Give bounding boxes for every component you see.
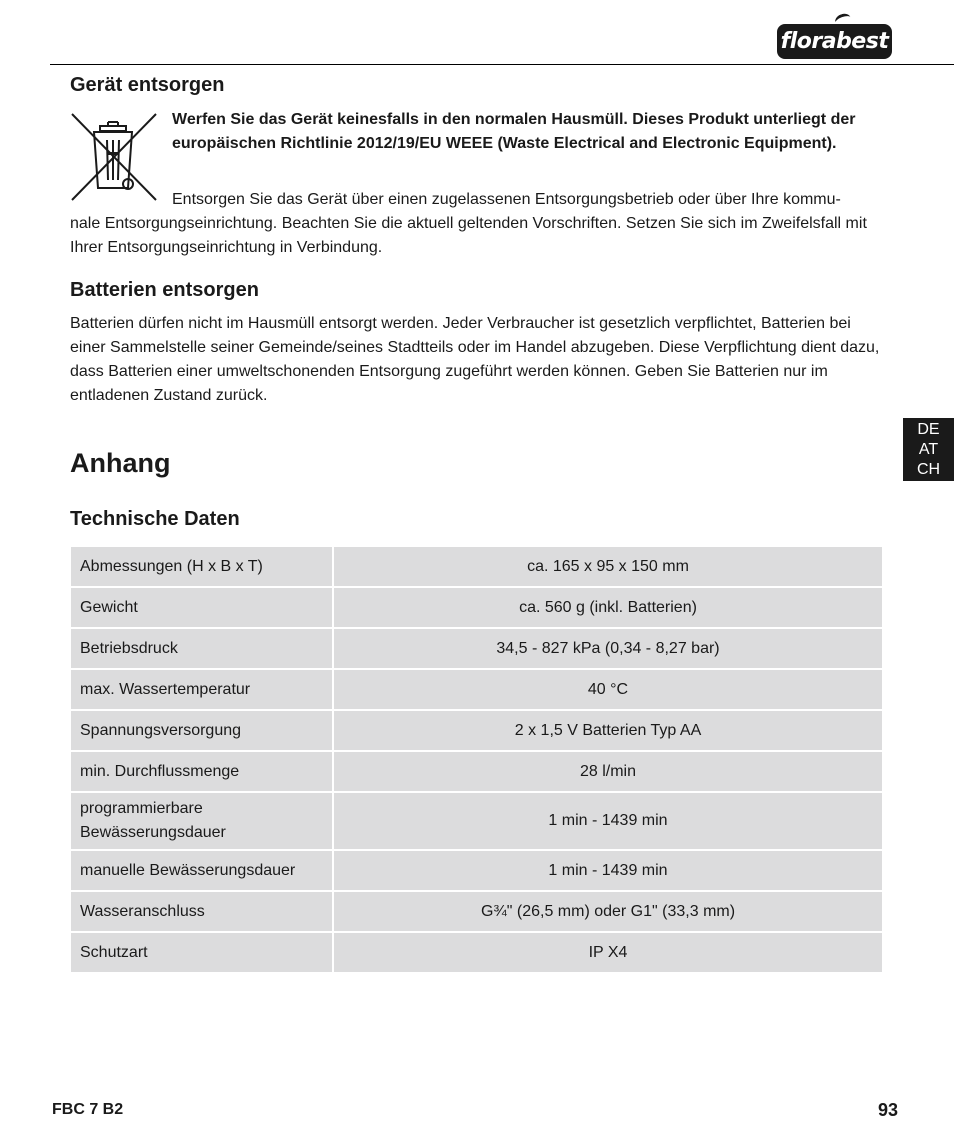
spec-value: IP X4 bbox=[334, 933, 882, 972]
table-row bbox=[71, 752, 882, 791]
table-row bbox=[71, 851, 882, 890]
section-title-disposal: Gerät entsorgen bbox=[70, 74, 225, 96]
spec-value: 2 x 1,5 V Batterien Typ AA bbox=[334, 711, 882, 750]
spec-label: Abmessungen (H x B x T) bbox=[71, 547, 334, 586]
table-row bbox=[71, 670, 882, 709]
florabest-logo: florabest bbox=[777, 24, 892, 59]
spec-label: Schutzart bbox=[71, 933, 334, 972]
spec-value: 1 min - 1439 min bbox=[334, 851, 882, 890]
footer-model: FBC 7 B2 bbox=[52, 1101, 124, 1118]
spec-value: ca. 165 x 95 x 150 mm bbox=[334, 547, 882, 586]
spec-value: 40 °C bbox=[334, 670, 882, 709]
table-row bbox=[71, 793, 882, 849]
spec-label: Wasseranschluss bbox=[71, 892, 334, 931]
lang-ch: CH bbox=[916, 461, 941, 478]
crossed-out-wheelie-bin-icon bbox=[70, 112, 158, 204]
tech-data-title: Technische Daten bbox=[70, 508, 240, 530]
spec-label: min. Durchflussmenge bbox=[71, 752, 334, 791]
spec-value: 34,5 - 827 kPa (0,34 - 8,27 bar) bbox=[334, 629, 882, 668]
table-row bbox=[71, 588, 882, 627]
header-rule bbox=[50, 64, 954, 65]
lang-at: AT bbox=[918, 441, 939, 458]
spec-value: 1 min - 1439 min bbox=[334, 793, 882, 849]
batteries-body: Batterien dürfen nicht im Hausmüll entsorgt werden. Jeder Verbraucher ist gesetzlich verpflichtet, Batterien bei einer Sammelstelle seiner Gemeinde/seines Stadtteils oder im Handel abzugeben. Diese Verpflichtung dient dazu, dass Batterien einer umweltschonenden Entsorgung zugeführt werden können. Geben Sie Batterien nur im entladenen Zustand zurück. bbox=[70, 315, 880, 404]
spec-label: Spannungsversorgung bbox=[71, 711, 334, 750]
spec-value: 28 l/min bbox=[334, 752, 882, 791]
appendix-title: Anhang bbox=[70, 448, 171, 478]
disposal-body-rest: nale Entsorgungseinrichtung. Beachten Sie die aktuell geltenden Vorschriften. Setzen Sie sich im Zweifelsfall mit Ihrer Entsorgungseinrichtung in Verbindung. bbox=[70, 215, 867, 256]
table-row bbox=[71, 892, 882, 931]
lang-de: DE bbox=[917, 421, 940, 438]
weee-notice: Werfen Sie das Gerät keinesfalls in den normalen Hausmüll. Dieses Produkt unterliegt der europäischen Richtlinie 2012/19/EU WEEE (Waste Electrical and Electronic Equipment). bbox=[172, 111, 856, 152]
language-tab bbox=[903, 418, 954, 481]
spec-label: Gewicht bbox=[71, 588, 334, 627]
disposal-body-line1: Entsorgen Sie das Gerät über einen zugelassenen Entsorgungsbetrieb oder über Ihre kommu- bbox=[172, 191, 841, 208]
table-row bbox=[71, 547, 882, 586]
section-title-batteries: Batterien entsorgen bbox=[70, 279, 259, 301]
spec-label: Betriebsdruck bbox=[71, 629, 334, 668]
table-row bbox=[71, 629, 882, 668]
spec-value: G¾" (26,5 mm) oder G1" (33,3 mm) bbox=[334, 892, 882, 931]
spec-label: max. Wassertemperatur bbox=[71, 670, 334, 709]
spec-label: manuelle Bewässerungsdauer bbox=[71, 851, 334, 890]
table-row bbox=[71, 933, 882, 972]
tech-data-table bbox=[71, 545, 882, 974]
page-number: 93 bbox=[878, 1100, 899, 1120]
table-row bbox=[71, 711, 882, 750]
spec-label: programmierbare Bewässerungsdauer bbox=[71, 793, 334, 849]
spec-value: ca. 560 g (inkl. Batterien) bbox=[334, 588, 882, 627]
